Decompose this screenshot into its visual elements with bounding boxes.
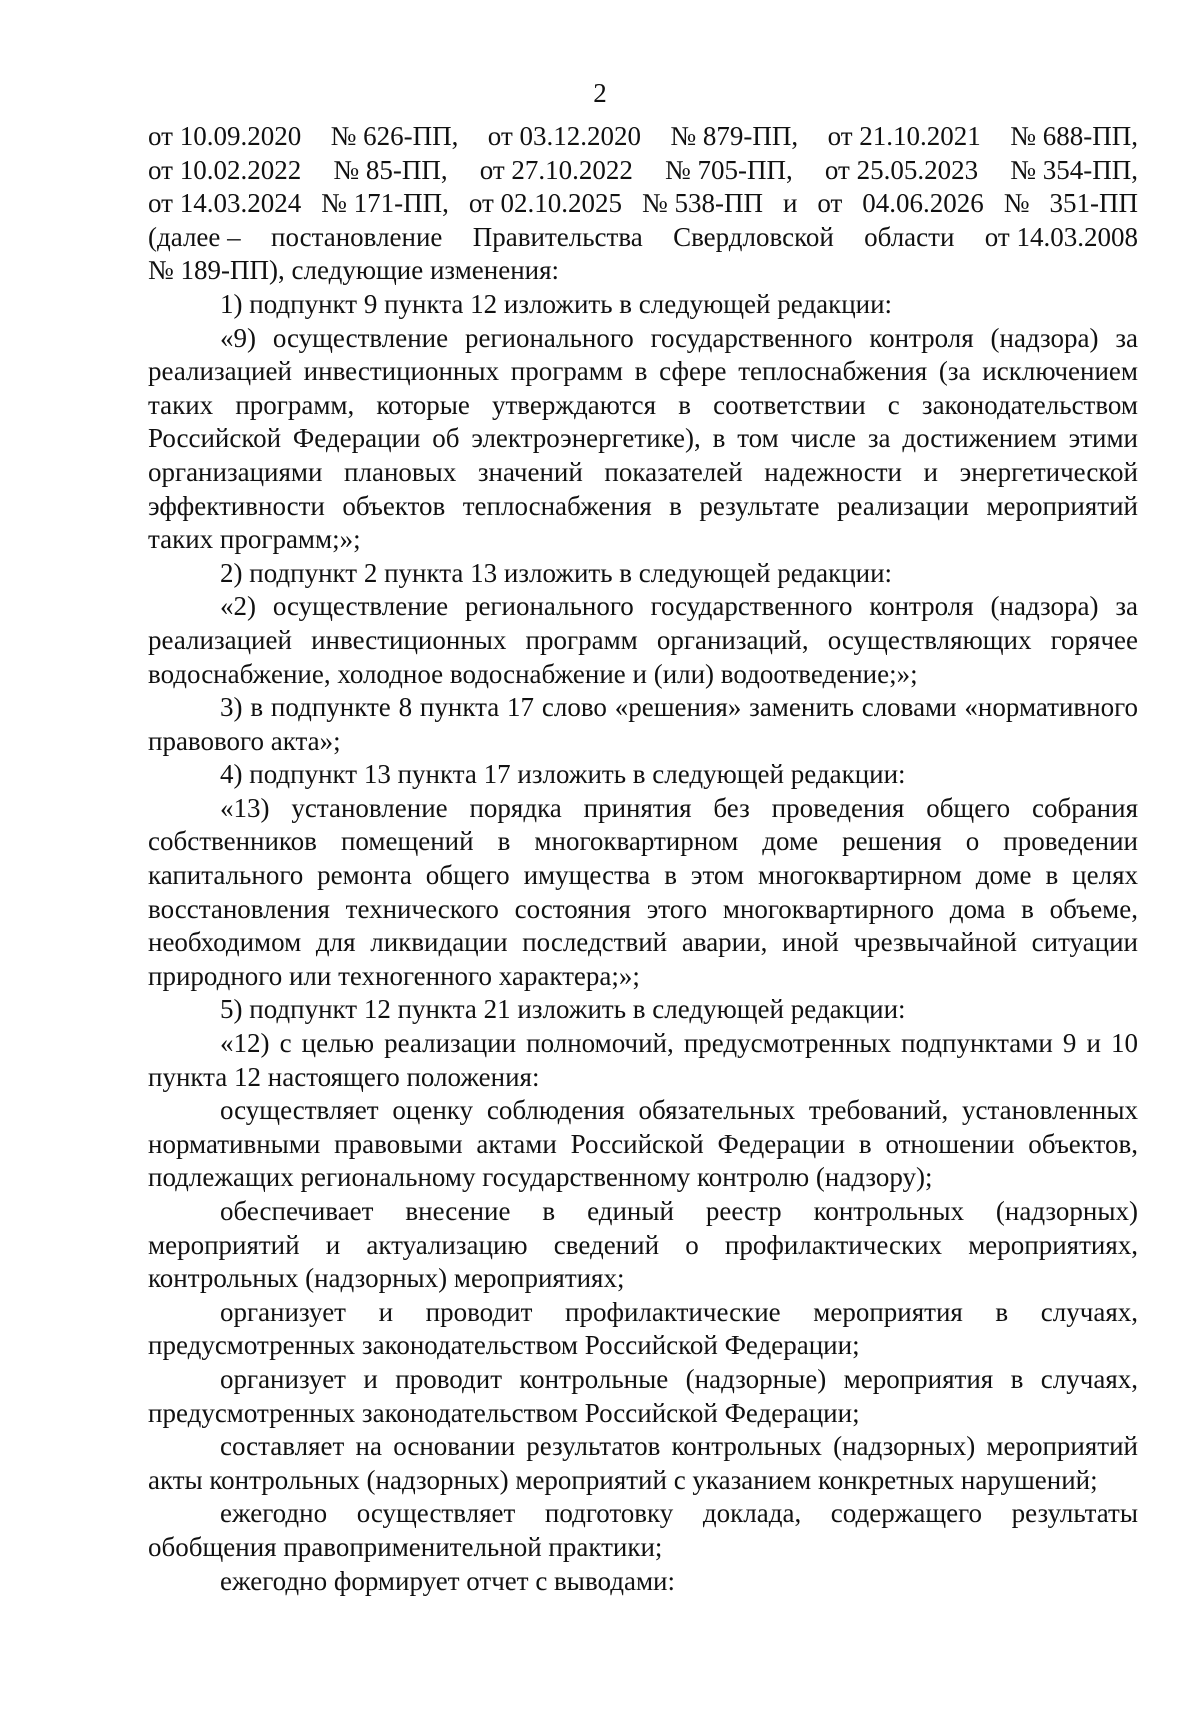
amendment-item-1: 1) подпункт 9 пункта 12 изложить в следующей редакции: [220,288,893,319]
amendment-text-5: «12) с целью реализации полномочий, предусмотренных подпунктами 9 и 10 пункта 12 настоящего положения: [148,1028,1138,1092]
reference-date: от 10.09.2020 [148,121,302,151]
references-line-2 [148,154,1138,188]
reference-date: от 21.10.2021 [827,121,981,151]
reference-date: от 14.03.2024 [148,188,302,219]
duty-assessment: осуществляет оценку соблюдения обязательных требований, установленных нормативными правовыми актами Российской Федерации в отношении объектов, подлежащих региональному государственному контролю (надзору); [148,1095,1138,1193]
reference-number: № 705-ПП, [665,154,793,185]
references-line-4 [148,221,1138,255]
amendment-text-1: «9) осуществление регионального государственного контроля (надзора) за реализацией инвестиционных программ в сфере теплоснабжения (за исключением таких программ, которые утверждаются в соответствии с законодательством Российской Федерации об электроэнергетике), в том числе за достижением этими организациями плановых значений показателей надежности и энергетической эффективности объектов теплоснабжения в результате реализации мероприятий таких программ;»; [148,322,1138,555]
reference-number: № 879-ПП, [670,121,799,151]
amendment-item-2: 2) подпункт 2 пункта 13 изложить в следующей редакции: [220,557,893,588]
amendment-item-4: 4) подпункт 13 пункта 17 изложить в следующей редакции: [220,759,906,790]
duty-annual-report: ежегодно формирует отчет с выводами: [220,1565,675,1596]
reference-date: от 25.05.2023 [824,154,979,185]
references-block [148,120,1138,288]
reference-number: № 85-ПП, [333,154,448,185]
references-line-1 [148,120,1138,154]
duty-acts: составляет на основании результатов контрольных (надзорных) мероприятий акты контрольных (надзорных) мероприятий с указанием конкретных нарушений; [148,1431,1138,1495]
reference-word: постановление [271,221,443,252]
amendment-item-3: 3) в подпункте 8 пункта 17 слово «решения» заменить словами «нормативного правового акта»; [148,692,1138,756]
reference-date: от 14.03.2008 [984,221,1138,252]
reference-word: от [817,188,843,219]
reference-date: 04.06.2026 [862,188,984,219]
duty-preventive-events: организует и проводит профилактические мероприятия в случаях, предусмотренных законодательством Российской Федерации; [148,1296,1138,1361]
reference-conjunction: и [782,188,798,219]
reference-number-sign: № [1003,188,1030,219]
reference-date: от 27.10.2022 [479,154,633,185]
duty-annual-report-preparation: ежегодно осуществляет подготовку доклада, содержащего результаты обобщения правоприменительной практики; [148,1498,1138,1562]
reference-word: Правительства [472,221,643,252]
reference-number: № 171-ПП, [321,188,449,219]
amendment-text-2: «2) осуществление регионального государственного контроля (надзора) за реализацией инвестиционных программ организаций, осуществляющих горячее водоснабжение, холодное водоснабжение и (или) водоотведение;»; [148,591,1138,689]
reference-word: (далее – [148,221,241,252]
amendment-item-5: 5) подпункт 12 пункта 21 изложить в следующей редакции: [220,994,906,1025]
reference-date: от 02.10.2025 [468,188,623,219]
reference-number: 351-ПП [1049,188,1138,219]
duty-registry: обеспечивает внесение в единый реестр контрольных (надзорных) мероприятий и актуализацию сведений о профилактических мероприятиях, контрольных (надзорных) мероприятиях; [148,1196,1138,1294]
page-number: 2 [593,78,607,108]
reference-date: от 03.12.2020 [487,121,641,151]
reference-number: № 354-ПП, [1010,154,1138,185]
reference-number: № 626-ПП, [330,121,459,151]
references-line-3 [148,187,1138,221]
references-line-5: № 189-ПП), следующие изменения: [148,255,560,286]
reference-date: от 10.02.2022 [148,154,302,185]
document-body [148,120,1138,1598]
duty-control-events: организует и проводит контрольные (надзорные) мероприятия в случаях, предусмотренных законодательством Российской Федерации; [148,1363,1138,1428]
reference-word: области [864,221,955,252]
amendment-text-4: «13) установление порядка принятия без проведения общего собрания собственников помещений в многоквартирном доме решения о проведении капитального ремонта общего имущества в этом многоквартирном доме в целях восстановления технического состояния этого многоквартирного дома в объеме, необходимом для ликвидации последствий аварии, иной чрезвычайной ситуации природного или техногенного характера;»; [148,792,1138,991]
reference-number: № 538-ПП [642,188,764,219]
reference-number: № 688-ПП, [1010,121,1138,151]
reference-word: Свердловской [673,221,834,252]
